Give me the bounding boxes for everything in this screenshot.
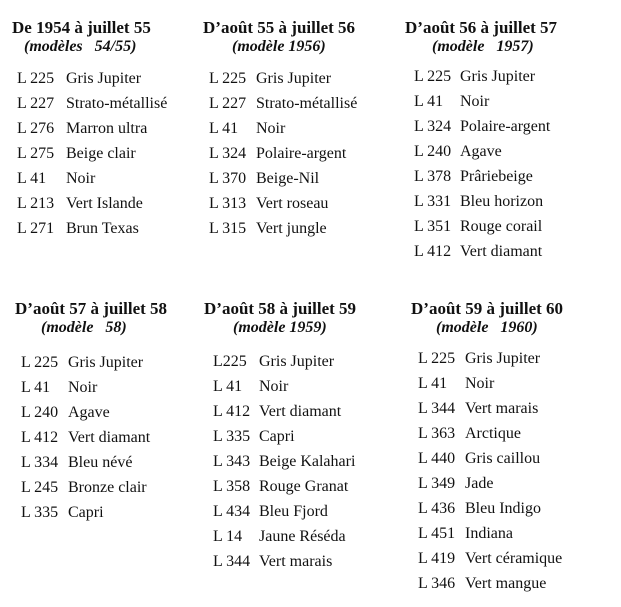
color-name: Rouge Granat (259, 478, 349, 495)
color-code: L 41 (418, 375, 448, 392)
color-item (418, 425, 521, 443)
color-code: L 358 (213, 478, 251, 495)
color-name: Jaune Réséda (259, 528, 346, 545)
color-item (21, 429, 151, 447)
color-item (213, 478, 349, 496)
color-code: L 245 (21, 479, 59, 496)
color-name: Vert jungle (256, 220, 327, 237)
color-name: Gris caillou (465, 450, 541, 467)
color-code: L 225 (418, 350, 456, 367)
color-code: L 41 (17, 170, 47, 187)
color-name: Bleu horizon (460, 193, 544, 210)
period-title: D’août 56 à juillet 57 (405, 18, 558, 37)
color-name: Capri (68, 504, 104, 521)
color-name: Vert marais (259, 553, 333, 570)
color-name: Vert diamant (259, 403, 342, 420)
color-code: L 315 (209, 220, 247, 237)
color-name: Gris Jupiter (460, 68, 536, 85)
period-title: D’août 59 à juillet 60 (411, 299, 564, 318)
color-name: Gris Jupiter (66, 70, 142, 87)
period-title: De 1954 à juillet 55 (12, 18, 151, 37)
color-code: L 334 (21, 454, 59, 471)
color-name: Vert Islande (66, 195, 143, 212)
color-item (213, 428, 295, 446)
color-code: L 331 (414, 193, 452, 210)
color-item (213, 378, 289, 396)
color-code: L 346 (418, 575, 456, 592)
color-name: Vert diamant (460, 243, 543, 260)
color-name: Vert céramique (465, 550, 563, 567)
model-year-subtitle: (modèles 54/55) (24, 38, 137, 55)
color-code: L 412 (21, 429, 59, 446)
color-code: L 378 (414, 168, 452, 185)
color-code: L 213 (17, 195, 55, 212)
color-item (209, 120, 286, 138)
color-name: Brun Texas (66, 220, 139, 237)
color-item (17, 145, 136, 163)
color-item (213, 453, 356, 471)
color-item (414, 68, 536, 86)
color-code: L225 (213, 353, 247, 370)
color-name: Gris Jupiter (68, 354, 144, 371)
color-name: Beige clair (66, 145, 136, 162)
color-name: Beige-Nil (256, 170, 320, 187)
color-name: Noir (259, 378, 289, 395)
color-item (418, 550, 563, 568)
color-item (414, 93, 490, 111)
color-item (418, 475, 494, 493)
color-name: Capri (259, 428, 295, 445)
color-item (414, 168, 533, 186)
color-item (414, 193, 544, 211)
color-name: Gris Jupiter (256, 70, 332, 87)
color-item (213, 403, 342, 421)
model-year-subtitle: (modèle 1959) (233, 319, 327, 336)
color-code: L 324 (414, 118, 452, 135)
color-code: L 412 (213, 403, 251, 420)
period-title: D’août 58 à juillet 59 (204, 299, 357, 318)
color-item (418, 525, 513, 543)
color-item (21, 454, 133, 472)
period-title: D’août 57 à juillet 58 (15, 299, 168, 318)
color-item (209, 170, 320, 188)
color-code: L 240 (21, 404, 59, 421)
color-name: Noir (460, 93, 490, 110)
color-code: L 344 (213, 553, 251, 570)
color-item (209, 70, 332, 88)
color-item (414, 243, 543, 261)
color-name: Bronze clair (68, 479, 147, 496)
color-code: L 324 (209, 145, 247, 162)
color-code: L 412 (414, 243, 452, 260)
color-item (414, 118, 551, 136)
color-name: Noir (68, 379, 98, 396)
model-year-subtitle: (modèle 1957) (432, 38, 534, 55)
color-code: L 41 (21, 379, 51, 396)
color-name: Polaire-argent (256, 145, 347, 162)
model-year-subtitle: (modèle 58) (41, 319, 127, 336)
color-name: Polaire-argent (460, 118, 551, 135)
color-name: Noir (465, 375, 495, 392)
color-name: Agave (68, 404, 110, 421)
color-name: Strato-métallisé (256, 95, 358, 112)
color-item (213, 553, 333, 571)
color-item (418, 450, 541, 468)
color-name: Marron ultra (66, 120, 148, 137)
color-code: L 225 (21, 354, 59, 371)
color-item (21, 504, 104, 522)
color-item (17, 220, 139, 238)
color-item (418, 375, 495, 393)
color-name: Indiana (465, 525, 513, 542)
color-code: L 41 (213, 378, 243, 395)
color-name: Vert mangue (465, 575, 547, 592)
color-code: L 370 (209, 170, 247, 187)
color-item (213, 353, 335, 371)
color-code: L 14 (213, 528, 243, 545)
color-item (418, 400, 539, 418)
color-code: L 227 (17, 95, 55, 112)
color-name: Agave (460, 143, 502, 160)
color-item (209, 95, 358, 113)
color-code: L 271 (17, 220, 55, 237)
color-code: L 349 (418, 475, 456, 492)
model-year-subtitle: (modèle 1956) (232, 38, 326, 55)
color-code: L 276 (17, 120, 55, 137)
color-code: L 343 (213, 453, 251, 470)
color-item (213, 503, 328, 521)
color-item (17, 170, 96, 188)
color-code: L 451 (418, 525, 456, 542)
color-item (17, 195, 143, 213)
color-name: Beige Kalahari (259, 453, 356, 470)
color-name: Bleu névé (68, 454, 133, 471)
color-name: Strato-métallisé (66, 95, 168, 112)
color-code: L 344 (418, 400, 456, 417)
color-name: Rouge corail (460, 218, 543, 235)
color-name: Bleu Indigo (465, 500, 541, 517)
color-code: L 440 (418, 450, 456, 467)
color-code: L 313 (209, 195, 247, 212)
color-name: Bleu Fjord (259, 503, 328, 520)
color-item (209, 195, 329, 213)
color-code: L 227 (209, 95, 247, 112)
color-name: Noir (66, 170, 96, 187)
period-title: D’août 55 à juillet 56 (203, 18, 356, 37)
color-code: L 351 (414, 218, 452, 235)
color-code: L 434 (213, 503, 251, 520)
color-name: Jade (465, 475, 494, 492)
color-item (418, 500, 541, 518)
model-year-subtitle: (modèle 1960) (436, 319, 538, 336)
color-item (209, 145, 347, 163)
color-code: L 335 (213, 428, 251, 445)
color-item (414, 218, 543, 236)
color-name: Prâriebeige (460, 168, 533, 185)
color-code: L 41 (209, 120, 239, 137)
color-name: Vert marais (465, 400, 539, 417)
color-item (17, 70, 142, 88)
color-item (414, 143, 502, 161)
color-code: L 275 (17, 145, 55, 162)
color-item (209, 220, 327, 238)
color-item (21, 479, 147, 497)
color-name: Vert diamant (68, 429, 151, 446)
color-name: Vert roseau (256, 195, 329, 212)
color-item (213, 528, 346, 546)
color-code: L 225 (17, 70, 55, 87)
color-item (21, 354, 144, 372)
color-name: Gris Jupiter (465, 350, 541, 367)
color-item (418, 575, 547, 593)
color-code: L 225 (209, 70, 247, 87)
color-item (21, 379, 98, 397)
color-name: Gris Jupiter (259, 353, 335, 370)
color-code: L 240 (414, 143, 452, 160)
color-name: Arctique (465, 425, 521, 442)
color-item (17, 120, 148, 138)
color-code: L 225 (414, 68, 452, 85)
color-code: L 436 (418, 500, 456, 517)
color-name: Noir (256, 120, 286, 137)
color-code: L 363 (418, 425, 456, 442)
color-item (21, 404, 110, 422)
color-code: L 419 (418, 550, 456, 567)
color-item (17, 95, 168, 113)
color-code: L 335 (21, 504, 59, 521)
color-item (418, 350, 541, 368)
color-code: L 41 (414, 93, 444, 110)
